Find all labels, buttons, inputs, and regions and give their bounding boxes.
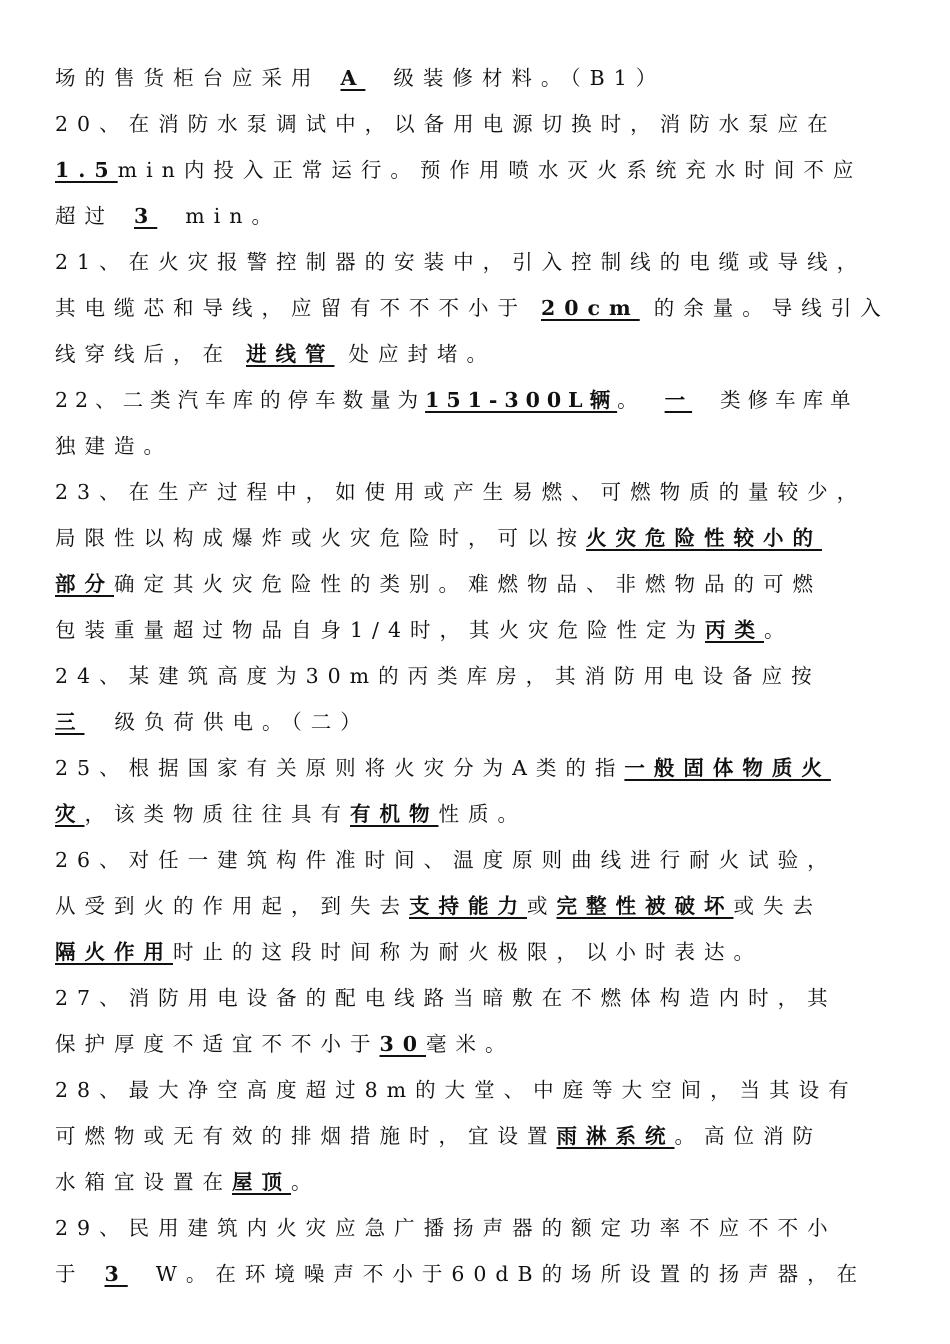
- text: 确定其火灾危险性的类别。难燃物品、非燃物品的可燃: [114, 572, 822, 596]
- question-23: [55, 472, 915, 512]
- text: 27、消防用电设备的配电线路当暗敷在不燃体构造内时，其: [55, 986, 837, 1010]
- answer-blank: 3: [104, 1262, 128, 1286]
- text: 20、在消防水泵调试中，以备用电源切换时，消防水泵应在: [55, 112, 837, 136]
- text: 26、对任一建筑构件准时间、温度原则曲线进行耐火试验，: [55, 848, 837, 872]
- text: 。: [291, 1170, 321, 1194]
- question-22: [55, 380, 915, 420]
- answer-blank: 1.5: [55, 158, 118, 182]
- text: 包装重量超过物品自身1/4时，其火灾危险性定为: [55, 618, 705, 642]
- text: 24、某建筑高度为30m的丙类库房，其消防用电设备应按: [55, 664, 821, 688]
- text: 于: [55, 1262, 85, 1286]
- text-line: [55, 1024, 915, 1064]
- answer-blank: 部分: [55, 572, 114, 596]
- text: 或失去: [733, 894, 822, 918]
- text-line: [55, 288, 915, 328]
- answer-blank: 屋顶: [232, 1170, 291, 1194]
- text: 线穿线后，在: [55, 342, 232, 366]
- text: min。: [185, 204, 281, 228]
- text: 处应封堵。: [348, 342, 496, 366]
- text-line: [55, 1162, 915, 1202]
- text-line: [55, 1254, 915, 1294]
- text: ，该类物质往往具有: [84, 802, 350, 826]
- text-line: [55, 886, 915, 926]
- text: 场的售货柜台应采用: [55, 66, 321, 90]
- text: 。高位消防: [674, 1124, 822, 1148]
- answer-blank: 进线管: [246, 342, 335, 366]
- question-20: [55, 104, 915, 144]
- text: 25、根据国家有关原则将火灾分为A类的指: [55, 756, 625, 780]
- text-line: [55, 196, 915, 236]
- text-line: [55, 702, 915, 742]
- answer-blank: 151-300L辆: [425, 388, 618, 412]
- answer-blank: 20cm: [541, 296, 640, 320]
- answer-blank: 雨淋系统: [556, 1124, 675, 1148]
- answer-blank: 三: [55, 710, 85, 734]
- answer-blank: 隔火作用: [55, 940, 173, 964]
- answer-blank: 灾: [55, 802, 85, 826]
- answer-blank: 丙类: [705, 618, 764, 642]
- answer-blank: 火灾危险性较小的: [586, 526, 822, 550]
- text: 类修车库单: [720, 388, 858, 412]
- text: 28、最大净空高度超过8m的大堂、中庭等大空间，当其设有: [55, 1078, 858, 1102]
- text: 独建造。: [55, 434, 173, 458]
- question-29: [55, 1208, 915, 1248]
- text: 29、民用建筑内火灾应急广播扬声器的额定功率不应不不小: [55, 1216, 837, 1240]
- text-line: [55, 610, 915, 650]
- text-line: [55, 58, 915, 98]
- text: min内投入正常运行。预作用喷水灭火系统充水时间不应: [117, 158, 863, 182]
- text: 毫米。: [426, 1032, 515, 1056]
- text: 超过: [55, 204, 114, 228]
- text-line: [55, 1116, 915, 1156]
- text-line: [55, 150, 915, 190]
- text-line: [55, 932, 915, 972]
- answer-blank: 30: [379, 1032, 427, 1056]
- answer-blank: 有机物: [350, 802, 439, 826]
- text: 级装修材料。（B1）: [393, 66, 666, 90]
- text: 保护厚度不适宜不不小于: [55, 1032, 380, 1056]
- answer-blank: 完整性被破坏: [556, 894, 734, 918]
- text: 时止的这段时间称为耐火极限，以小时表达。: [173, 940, 763, 964]
- text-line: [55, 564, 915, 604]
- question-27: [55, 978, 915, 1018]
- text: 22、二类汽车库的停车数量为: [55, 388, 426, 412]
- text: W。在环境噪声不小于60dB的场所设置的扬声器，在: [155, 1262, 867, 1286]
- text: 的余量。导线引入: [653, 296, 890, 320]
- text: 其电缆芯和导线，应留有不不不小于: [55, 296, 527, 320]
- text-line: [55, 518, 915, 558]
- text: 性质。: [438, 802, 527, 826]
- question-25: [55, 748, 915, 788]
- text-line: [55, 334, 915, 374]
- text: 级负荷供电。（二）: [114, 710, 370, 734]
- answer-blank: 支持能力: [409, 894, 527, 918]
- answer-blank: 一: [664, 388, 693, 412]
- answer-blank: 3: [134, 204, 158, 228]
- text: 局限性以构成爆炸或火灾危险时，可以按: [55, 526, 586, 550]
- question-28: [55, 1070, 915, 1110]
- text: 从受到火的作用起，到失去: [55, 894, 409, 918]
- text-line: [55, 426, 915, 466]
- question-21: [55, 242, 915, 282]
- text: 水箱宜设置在: [55, 1170, 232, 1194]
- question-24: [55, 656, 915, 696]
- text: 。: [764, 618, 794, 642]
- text-line: [55, 794, 915, 834]
- text: 21、在火灾报警控制器的安装中，引入控制线的电缆或导线，: [55, 250, 867, 274]
- answer-blank: 一般固体物质火: [624, 756, 831, 780]
- text: 或: [527, 894, 557, 918]
- question-26: [55, 840, 915, 880]
- answer-blank: A: [340, 66, 366, 90]
- text: 可燃物或无有效的排烟措施时，宜设置: [55, 1124, 557, 1148]
- text: 23、在生产过程中，如使用或产生易燃、可燃物质的量较少，: [55, 480, 867, 504]
- text: 。: [617, 388, 645, 412]
